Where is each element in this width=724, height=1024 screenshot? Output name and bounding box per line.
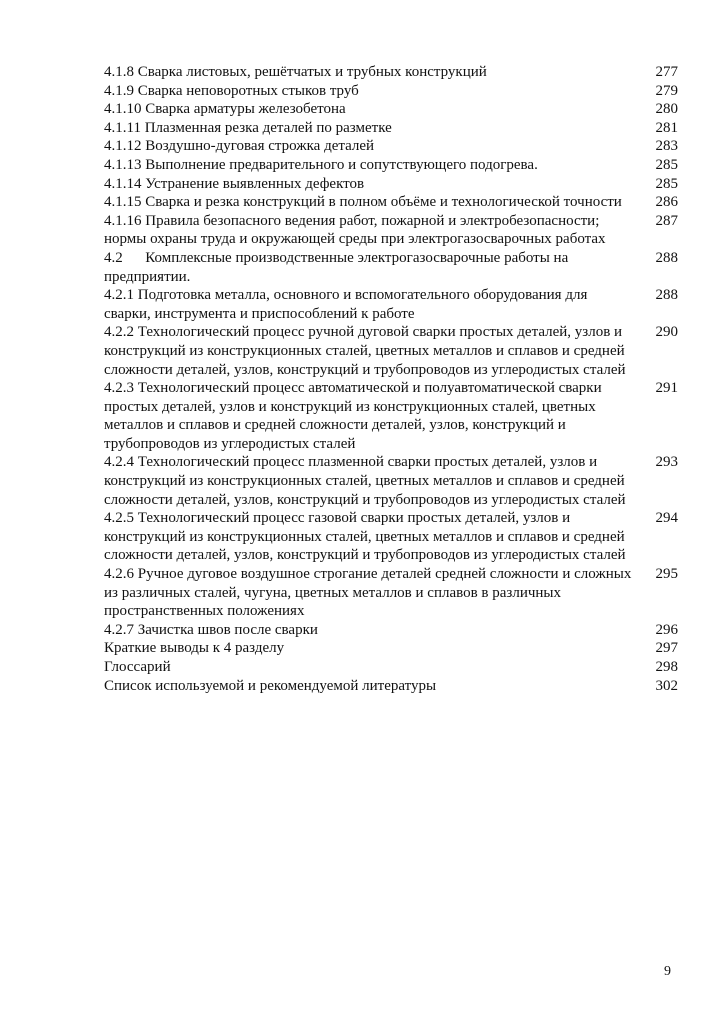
toc-entry-page: 296 xyxy=(655,621,678,638)
toc-entry-title: 4.1.8 Сварка листовых, решётчатых и трубных конструкций xyxy=(104,64,487,80)
toc-entry-4-1-12 xyxy=(104,137,684,156)
toc-entry-title: 4.1.12 Воздушно-дуговая строжка деталей xyxy=(104,138,375,155)
toc-entry-title: 4.1.11 Плазменная резка деталей по разметке xyxy=(104,119,392,136)
toc-entry-4-1-15 xyxy=(104,193,684,212)
toc-entry-title: 4.2.3 Технологический процесс автоматической и полуавтоматической сварки простых деталей, узлов и конструкций из конструкционных сталей, цветных металлов и сплавов и средней сложности деталей, узлов, конструкций и трубопроводов из углеродистых сталей xyxy=(104,380,602,452)
toc-entry-title: 4.1.16 Правила безопасного ведения работ, пожарной и электробезопасности; нормы охраны труда и окружающей среды при электрогазосварочных работах xyxy=(104,212,606,248)
toc-entry-4-1-11 xyxy=(104,119,684,138)
toc-entry-page: 281 xyxy=(655,119,678,136)
toc-entry-page: 290 xyxy=(655,324,678,341)
toc-entry-title: 4.1.15 Сварка и резка конструкций в полном объёме и технологической точности xyxy=(104,194,622,211)
toc-entry-page: 277 xyxy=(655,64,678,80)
toc-entry-4-1-9 xyxy=(104,82,684,101)
toc-entry-references xyxy=(104,677,684,696)
toc-entry-page: 280 xyxy=(655,101,678,118)
toc-entry-4-2 xyxy=(104,249,684,286)
toc-entry-4-1-10 xyxy=(104,100,684,119)
toc-entry-4-2-5 xyxy=(104,509,684,565)
toc-entry-glossary xyxy=(104,658,684,677)
toc-entry-page: 287 xyxy=(655,212,678,229)
toc-entry-title: Краткие выводы к 4 разделу xyxy=(104,640,285,657)
toc-entry-4-2-7 xyxy=(104,621,684,640)
toc-entry-page: 283 xyxy=(655,138,678,155)
toc-entry-title: 4.1.13 Выполнение предварительного и сопутствующего подогрева. xyxy=(104,156,538,173)
toc-entry-4-1-16 xyxy=(104,212,684,249)
toc-entry-page: 297 xyxy=(655,640,678,657)
toc-entry-page: 285 xyxy=(655,175,678,192)
toc-entry-title: Глоссарий xyxy=(104,659,171,675)
toc-entry-page: 302 xyxy=(655,677,678,694)
toc-entry-title: 4.2.7 Зачистка швов после сварки xyxy=(104,621,318,638)
toc-entry-4-1-14 xyxy=(104,175,684,194)
toc-entry-title: 4.1.14 Устранение выявленных дефектов xyxy=(104,175,365,192)
toc-entry-title: 4.2.1 Подготовка металла, основного и вспомогательного оборудования для сварки, инструмента и приспособлений к работе xyxy=(104,287,588,322)
toc-entry-page: 298 xyxy=(655,659,678,675)
toc-entry-4-2-2 xyxy=(104,323,684,379)
toc-entry-4-1-8 xyxy=(104,63,684,82)
toc-entry-page: 293 xyxy=(655,454,678,471)
toc-entry-title: 4.2.4 Технологический процесс плазменной сварки простых деталей, узлов и конструкций из конструкционных сталей, цветных металлов и сплавов и средней сложности деталей, узлов, конструкций и трубопроводов из углеродистых сталей xyxy=(104,454,626,508)
toc-entry-4-2-4 xyxy=(104,453,684,509)
toc-entry-title: 4.1.9 Сварка неповоротных стыков труб xyxy=(104,82,359,99)
toc-entry-page: 288 xyxy=(655,249,678,266)
toc-entry-title: 4.1.10 Сварка арматуры железобетона xyxy=(104,101,346,118)
toc-entry-title: 4.2.5 Технологический процесс газовой сварки простых деталей, узлов и конструкций из конструкционных сталей, цветных металлов и сплавов и средней сложности деталей, узлов, конструкций и трубопроводов из углеродистых сталей xyxy=(104,510,626,564)
toc-entry-4-2-6 xyxy=(104,565,684,621)
toc-entry-page: 285 xyxy=(655,156,678,173)
toc-entry-page: 288 xyxy=(655,287,678,304)
toc-entry-page: 286 xyxy=(655,194,678,211)
toc-entry-4-1-13 xyxy=(104,156,684,175)
toc-entry-page: 294 xyxy=(655,510,678,527)
toc-entry-4-2-1 xyxy=(104,286,684,323)
toc-entry-summary xyxy=(104,639,684,658)
toc-entry-page: 291 xyxy=(655,380,678,397)
toc-entry-title: Список используемой и рекомендуемой литературы xyxy=(104,677,437,694)
page-number: 9 xyxy=(664,964,671,979)
toc-entry-title: 4.2 Комплексные производственные электрогазосварочные работы на предприятии. xyxy=(104,249,572,285)
toc-entry-title: 4.2.2 Технологический процесс ручной дуговой сварки простых деталей, узлов и конструкций из конструкционных сталей, цветных металлов и сплавов и средней сложности деталей, узлов, конструкций и трубопроводов из углеродистых сталей xyxy=(104,324,626,378)
toc-entry-page: 279 xyxy=(655,82,678,99)
table-of-contents xyxy=(104,63,684,695)
toc-entry-title: 4.2.6 Ручное дуговое воздушное строгание деталей средней сложности и сложных из различных сталей, чугуна, цветных металлов и сплавов в различных пространственных положениях xyxy=(104,566,632,620)
toc-entry-4-2-3 xyxy=(104,379,684,453)
toc-entry-page: 295 xyxy=(655,566,678,583)
